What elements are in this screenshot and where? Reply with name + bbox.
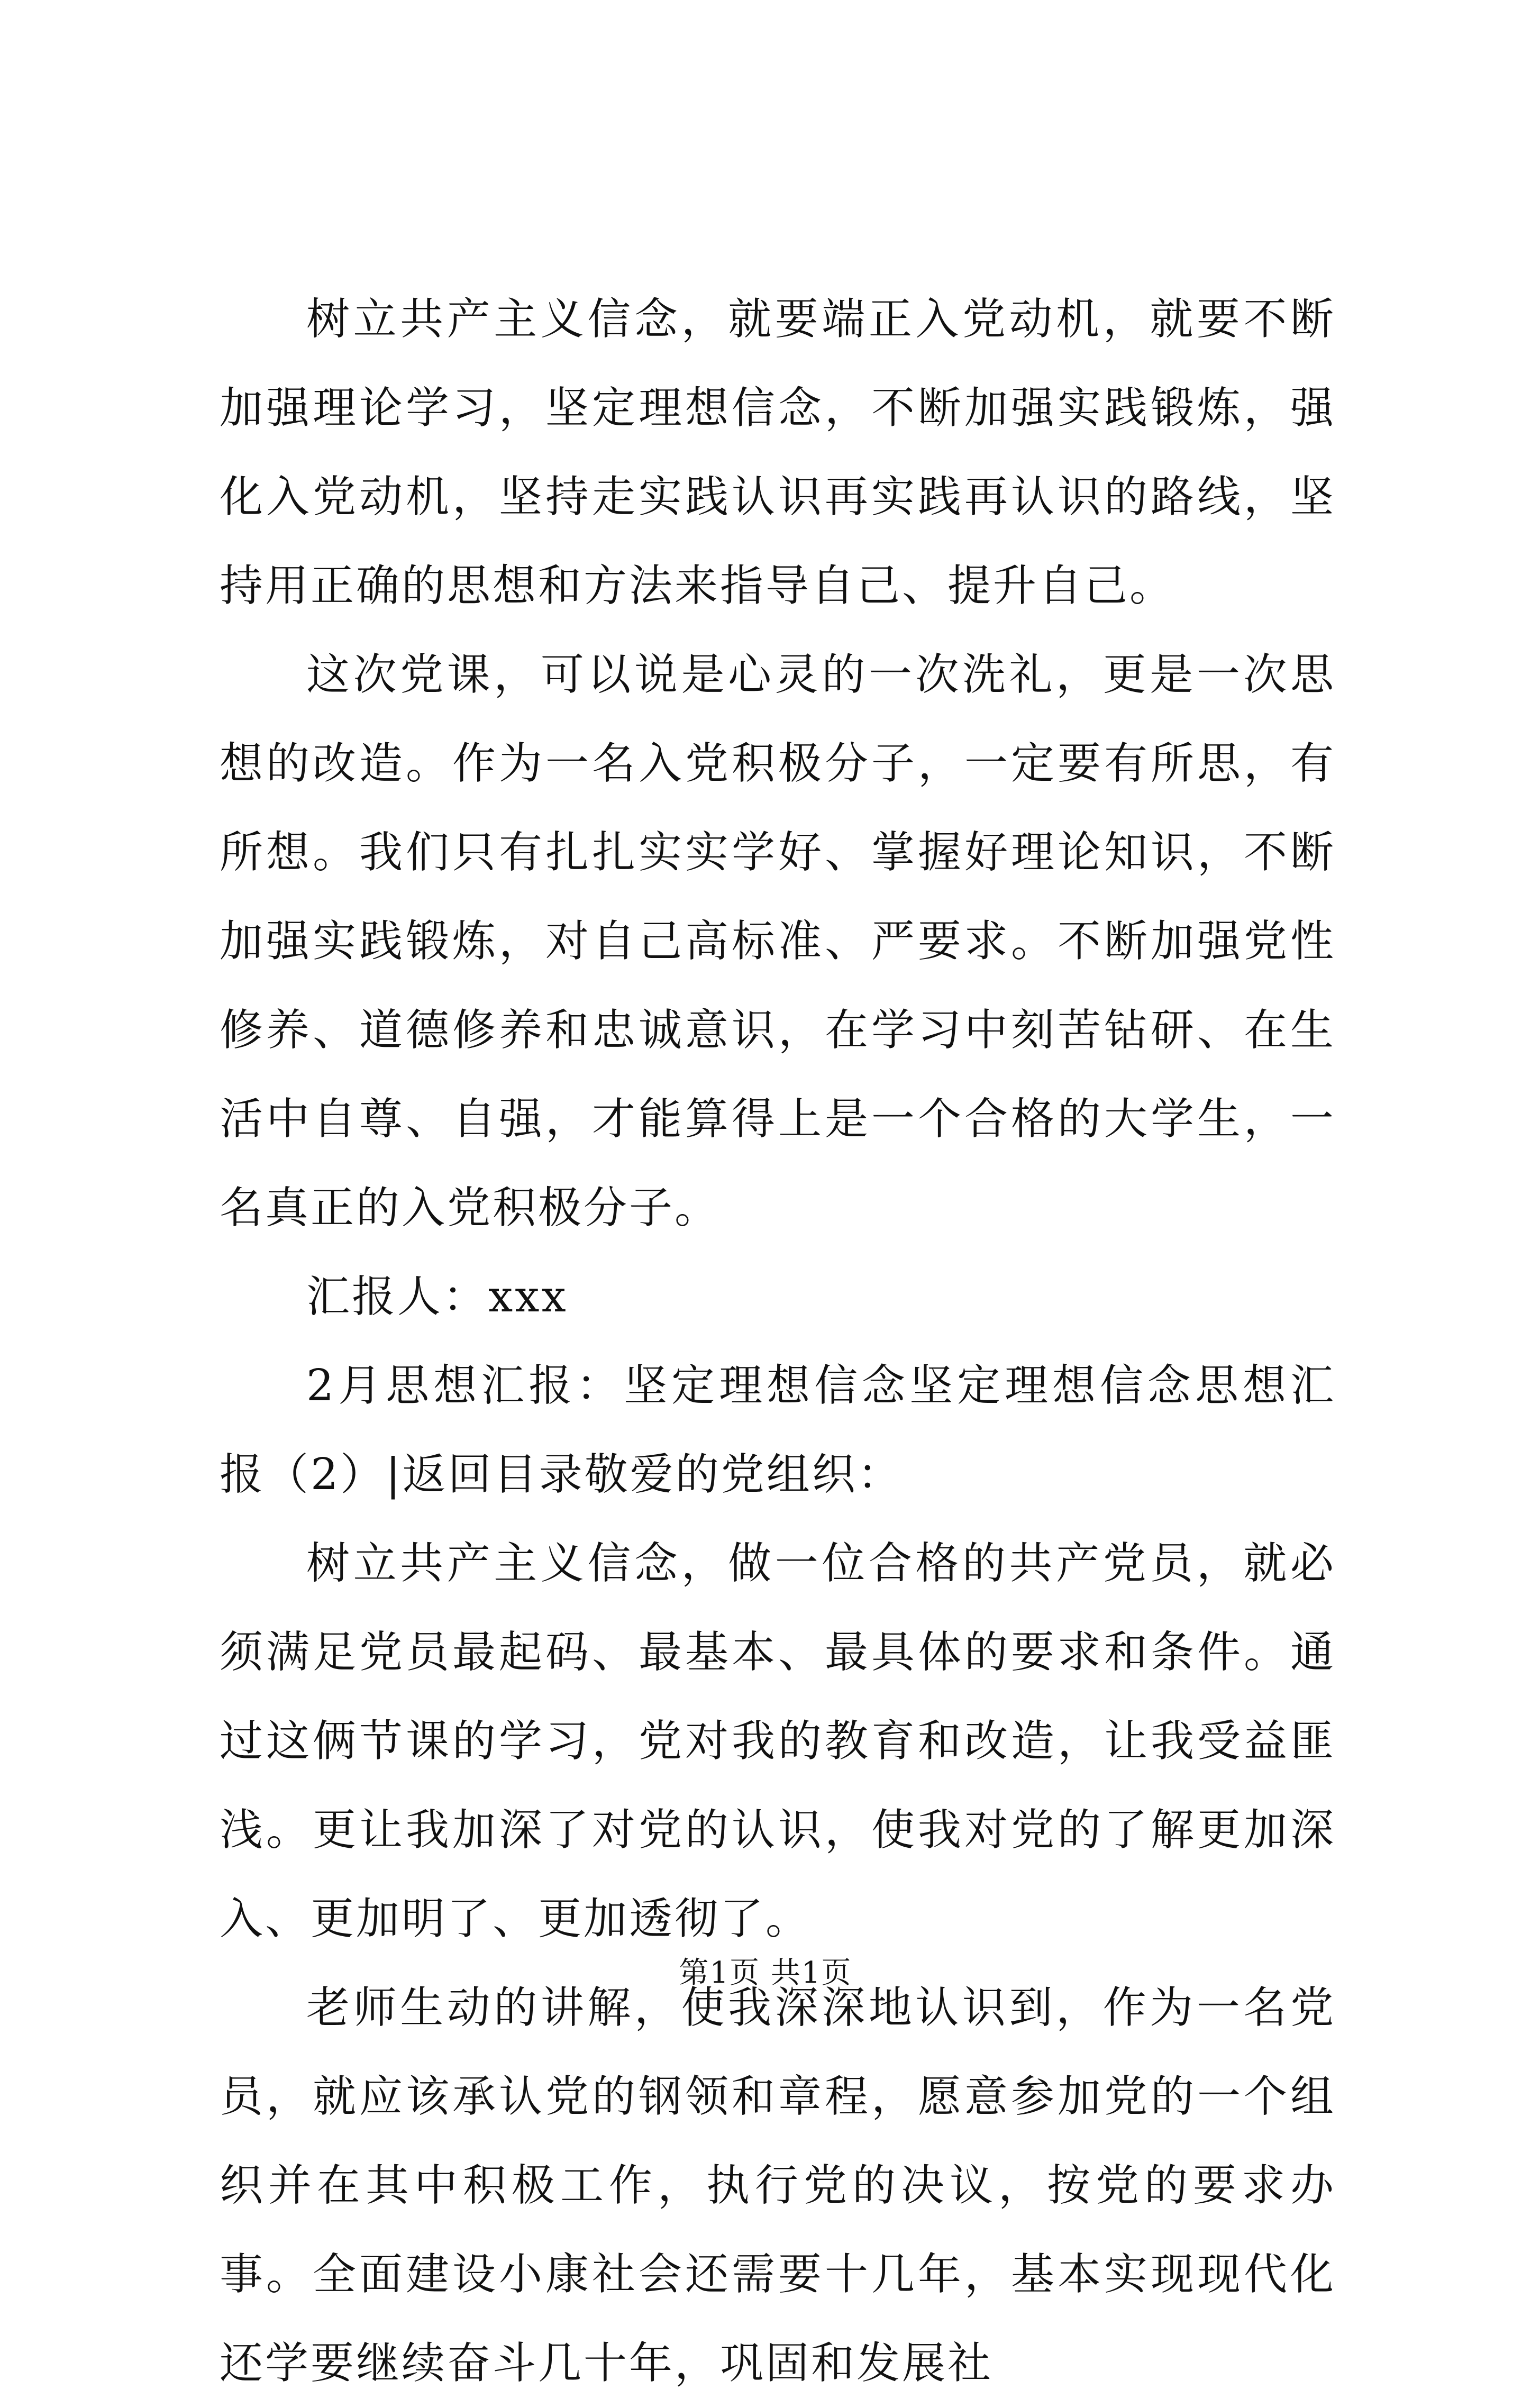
paragraph-belief: 树立共产主义信念，就要端正入党动机，就要不断加强理论学习，坚定理想信念，不断加强实践锻炼，强化入党动机，坚持走实践认识再实践再认识的路线，坚持用正确的思想和方法来指导自己、提升自己。	[220, 294, 1336, 611]
paragraph-teacher-lecture: 老师生动的讲解，使我深深地认识到，作为一名党员，就应该承认党的钢领和章程，愿意参加党的一个组织并在其中积极工作，执行党的决议，按党的要求办事。全面建设小康社会还需要十几年，基本实现现代化还学要继续奋斗几十年，巩固和发展社	[220, 1983, 1336, 2388]
document-body	[220, 275, 1336, 2408]
reporter-line: 汇报人：xxx	[306, 1272, 568, 1322]
page-footer: 第1页 共1页	[679, 1956, 852, 1990]
paragraph-party-lesson: 这次党课，可以说是心灵的一次洗礼，更是一次思想的改造。作为一名入党积极分子，一定要有所思，有所想。我们只有扎扎实实学好、掌握好理论知识，不断加强实践锻炼，对自己高标准、严要求。不断加强党性修养、道德修养和忠诚意识，在学习中刻苦钻研、在生活中自尊、自强，才能算得上是一个合格的大学生，一名真正的入党积极分子。	[220, 650, 1336, 1233]
paragraph-qualified-member: 树立共产主义信念，做一位合格的共产党员，就必须满足党员最起码、最基本、最具体的要求和条件。通过这俩节课的学习，党对我的教育和改造，让我受益匪浅。更让我加深了对党的认识，使我对党的了解更加深入、更加明了、更加透彻了。	[220, 1538, 1336, 1944]
section-heading: 2月思想汇报：坚定理想信念坚定理想信念思想汇报（2）|返回目录敬爱的党组织：	[220, 1361, 1336, 1500]
